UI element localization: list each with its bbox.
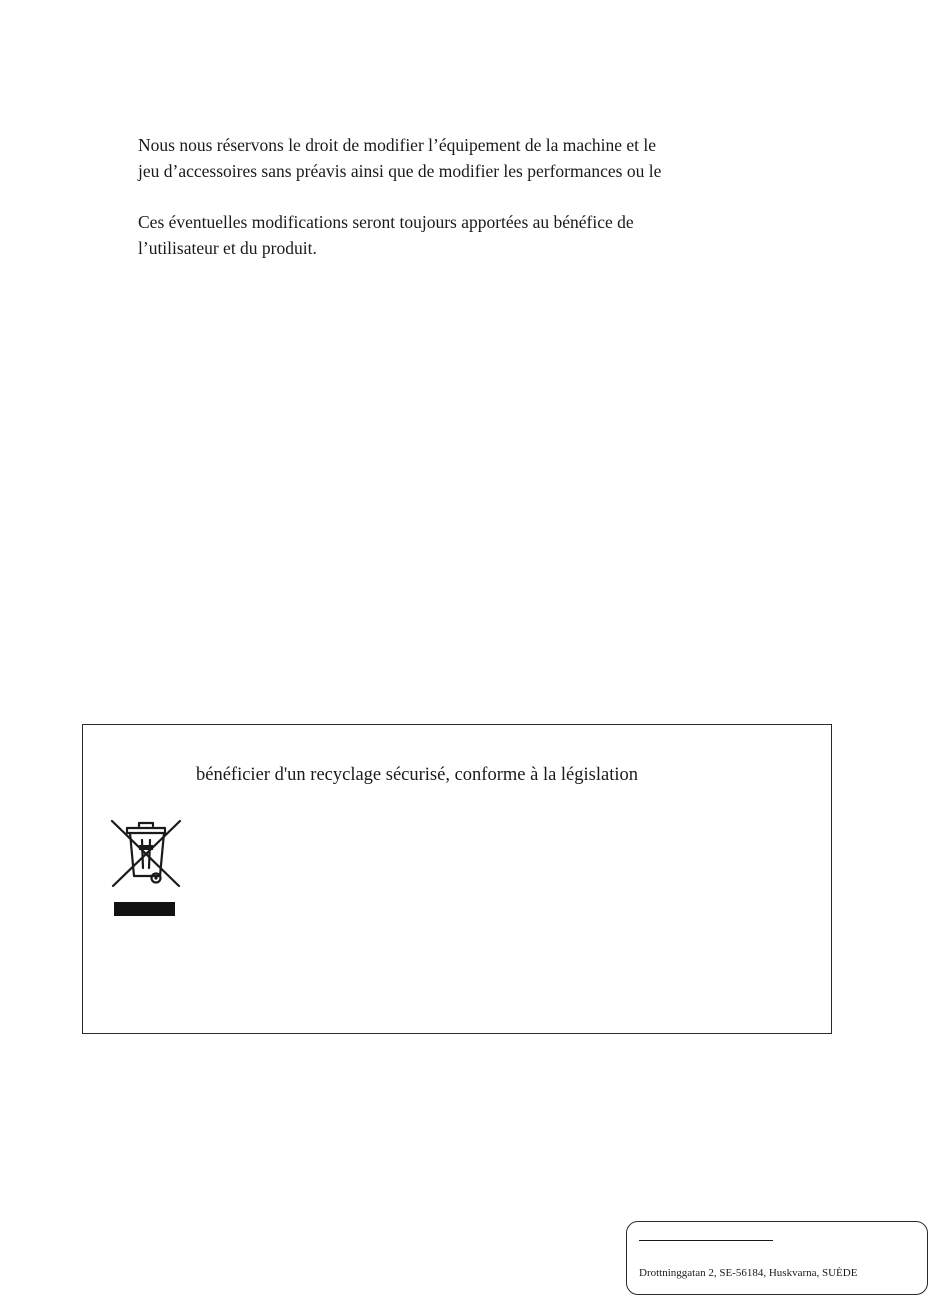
paragraph-line: jeu d’accessoires sans préavis ainsi que de modifier les performances ou le: [138, 161, 662, 181]
paragraph-line: l’utilisateur et du produit.: [138, 238, 317, 258]
recycling-notice-text: bénéficier d'un recyclage sécurisé, conforme à la législation: [196, 765, 638, 785]
signature-rule: [639, 1240, 773, 1241]
crossed-out-wheelie-bin-icon: [109, 818, 183, 918]
paragraph-line: Nous nous réservons le droit de modifier l’équipement de la machine et le: [138, 135, 657, 155]
modification-benefit-paragraph: [138, 209, 818, 261]
recycling-notice-box: [82, 724, 832, 1034]
modification-rights-paragraph: [138, 132, 818, 184]
address-box: [626, 1221, 928, 1295]
company-address: Drottninggatan 2, SE-56184, Huskvarna, SUÈDE: [639, 1267, 858, 1279]
paragraph-line: Ces éventuelles modifications seront toujours apportées au bénéfice de: [138, 212, 634, 232]
